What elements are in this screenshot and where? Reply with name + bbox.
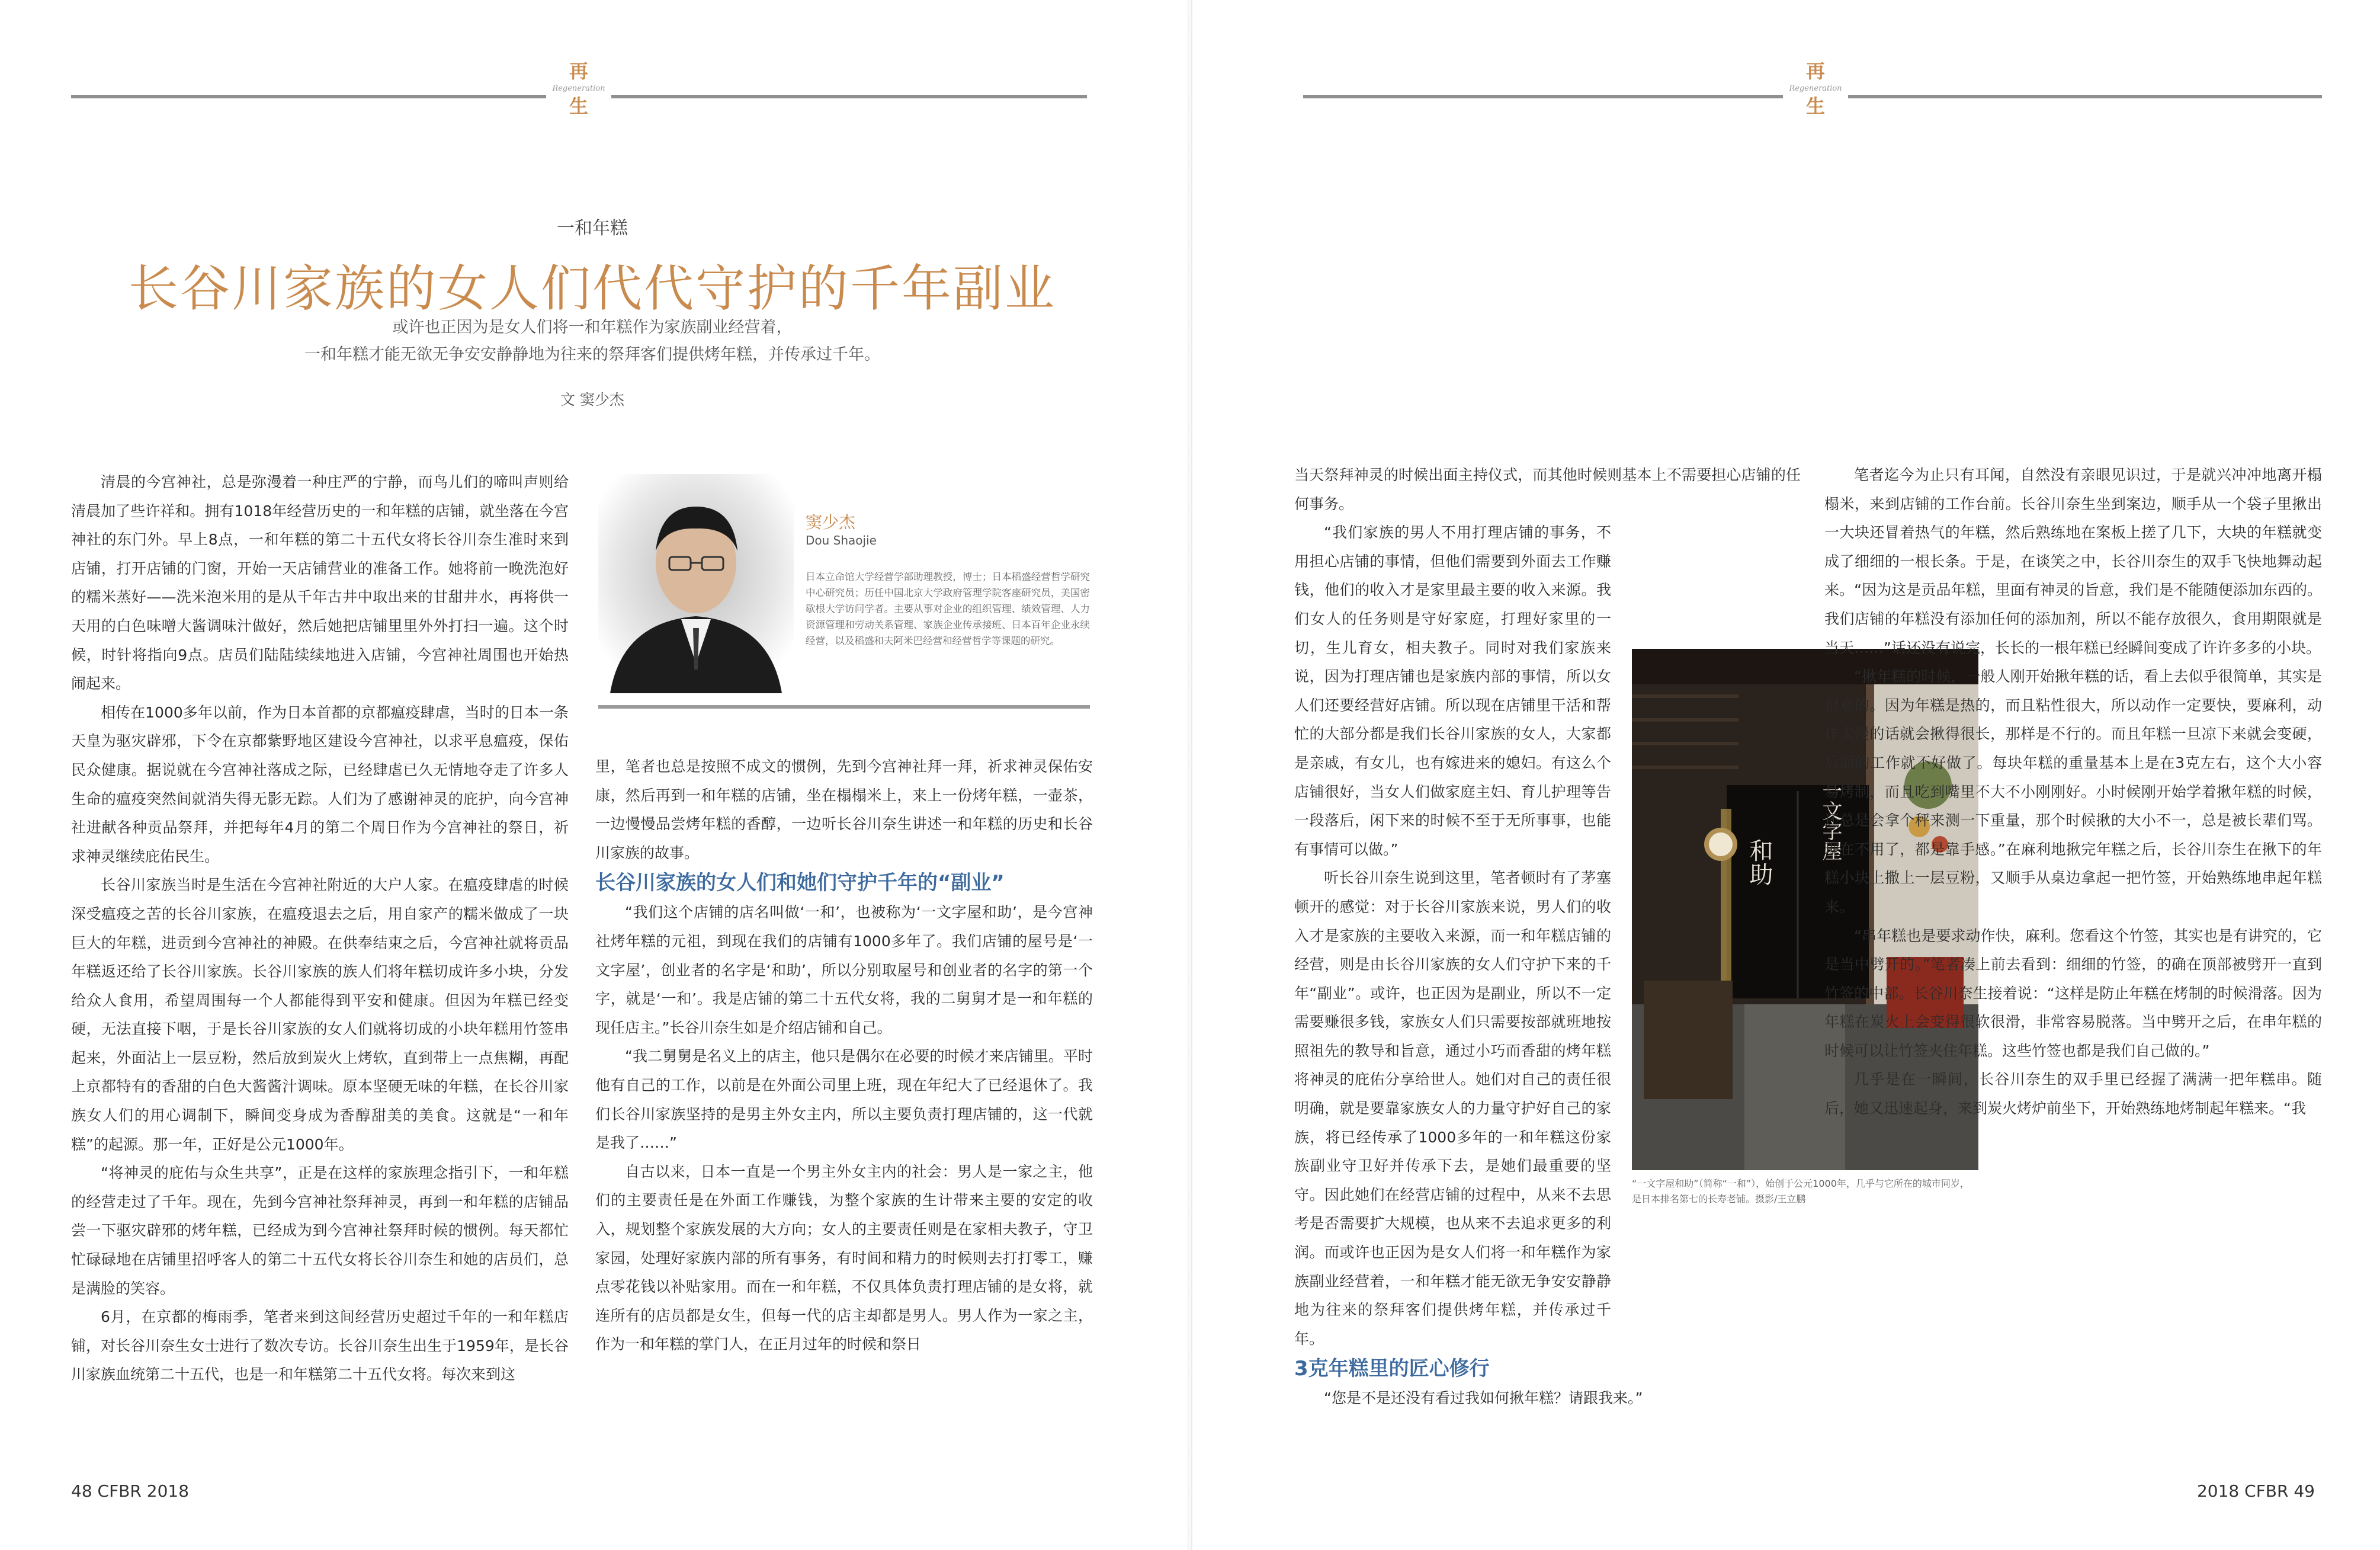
section-heading: 长谷川家族的女人们和她们守护千年的“副业”: [595, 871, 1005, 895]
paragraph: 里，笔者也总是按照不成文的惯例，先到今宫神社拜一拜，祈求神灵保佑安康，然后再到一和年糕的店铺，坐在榻榻米上，来上一份烤年糕，一壶茶，一边慢慢品尝烤年糕的香醇，一边听长谷川奈生讲述一和年糕的历史和长谷川家族的故事。: [595, 758, 1093, 862]
left-column-2: [595, 752, 1093, 1359]
paragraph: 自古以来，日本一直是一个男主外女主内的社会：男人是一家之主，他们的主要责任是在外面工作赚钱，为整个家族的生计带来主要的安定的收入，规划整个家族发展的大方向；女人的主要责任则是在家相夫教子，守卫家园，处理好家族内部的所有事务，有时间和精力的时候则去打打零工，赚点零花钱以补贴家用。而在一和年糕，不仅具体负责打理店铺的是女将，就连所有的店员都是女生，但每一代的店主却都是男人。男人作为一家之主，作为一和年糕的掌门人，在正月过年的时候和祭日: [595, 1162, 1093, 1353]
paragraph: 听长谷川奈生说到这里，笔者顿时有了茅塞顿开的感觉：对于长谷川家族来说，男人们的收入才是家族的主要收入来源，而一和年糕店铺的经营，则是由长谷川家族的女人们守护下来的千年“副业”。或许，也正因为是副业，所以不一定需要赚很多钱，家族女人们只需要按部就班地按照祖先的教导和旨意，通过小巧而香甜的烤年糕将神灵的庇佑分享给世人。她们对自己的责任很明确，就是要靠家族女人的力量守护好自己的家族，将已经传承了1000多年的一和年糕这份家族副业守卫好并传承下去，是她们最重要的坚守。因此她们在经营店铺的过程中，从来不去思考是否需要扩大规模，也从来不去追求更多的利润。而或许也正因为是女人们将一和年糕作为家族副业经营着，一和年糕才能无欲无争安安静静地为往来的祭拜客们提供烤年糕，并传承过千年。: [1294, 869, 1611, 1347]
page-number-right: 2018 CFBR 49: [2196, 1481, 2315, 1501]
right-column-2: [1824, 461, 2322, 1123]
page-number-left: 48 CFBR 2018: [71, 1481, 190, 1501]
paragraph: 几乎是在一瞬间，长谷川奈生的双手里已经握了满满一把年糕串。随后，她又迅速起身，来到炭火烤炉前坐下，开始熟练地烤制起年糕来。“我: [1824, 1071, 2322, 1117]
author-box: [598, 474, 1090, 699]
paragraph: 6月，在京都的梅雨季，笔者来到这间经营历史超过千年的一和年糕店铺，对长谷川奈生女士进行了数次专访。长谷川奈生出生于1959年，是长谷川家族血统第二十五代，也是一和年糕第二十五代女将。每次来到这: [71, 1308, 569, 1384]
paragraph: 相传在1000多年以前，作为日本首都的京都瘟疫肆虐，当时的日本一条天皇为驱灾辟邪，下令在京都紫野地区建设今宫神社，以求平息瘟疫，保佑民众健康。据说就在今宫神社落成之际，已经肆虐已久无情地夺走了许多人生命的瘟疫突然间就消失得无影无踪。人们为了感谢神灵的庇护，向今宫神社进献各种贡品祭拜，并把每年4月的第二个周日作为今宫神社的祭日，祈求神灵继续庇佑民生。: [71, 703, 569, 865]
left-column-1: [71, 468, 569, 1389]
section-en: Regeneration: [552, 84, 605, 93]
section-zh-bottom: 生: [1805, 95, 1825, 117]
paragraph: “我们家族的男人不用打理店铺的事务，不用担心店铺的事情，但他们需要到外面去工作赚钱，他们的收入才是家里最主要的收入来源。我们女人的任务则是守好家庭，打理好家里的一切，生儿育女，相夫教子。同时对我们家族来说，因为打理店铺也是家族内部的事情，所以女人们还要经营好店铺。所以现在店铺里干活和帮忙的大部分都是我们长谷川家族的女人，大家都是亲戚，有女儿，也有嫁进来的媳妇。有这么个店铺很好，当女人们做家庭主妇、育儿护理等告一段落后，闲下来的时候不至于无所事事，也能有事情可以做。”: [1294, 524, 1611, 858]
author-name: 窦少杰: [806, 513, 856, 532]
photo-caption: “一文字屋和助”（简称“一和”），始创于公元1000年，几乎与它所在的城市同岁，是日本排名第七的长寿老铺。摄影/王立鹏: [1632, 1178, 1970, 1205]
curtain-label-right: 一文字屋: [1818, 780, 1842, 861]
paragraph: 长谷川家族当时是生活在今宫神社附近的大户人家。在瘟疫肆虐的时候深受瘟疫之苦的长谷川家族，在瘟疫退去之后，用自家产的糯米做成了一块巨大的年糕，进贡到今宫神社的神殿。在供奉结束之后，今宫神社就将贡品年糕返还给了长谷川家族。长谷川家族的族人们将年糕切成许多小块，分发给众人食用，希望周围每一个人都能得到平安和健康。但因为年糕已经变硬，无法直接下咽，于是长谷川家族的女人们就将切成的小块年糕用竹签串起来，外面沾上一层豆粉，然后放到炭火上烤软，直到带上一点焦糊，再配上京都特有的香甜的白色大酱酱汁调味。原本坚硬无味的年糕，在长谷川家族女人们的用心调制下，瞬间变身成为香醇甜美的美食。这就是“一和年糕”的起源。那一年，正好是公元1000年。: [71, 876, 569, 1153]
article-title: 长谷川家族的女人们代代守护的千年副业: [128, 260, 1056, 318]
section-zh-top: 再: [1805, 60, 1825, 82]
paragraph: 笔者迄今为止只有耳闻，自然没有亲眼见识过，于是就兴冲冲地离开榻榻米，来到店铺的工作台前。长谷川奈生坐到案边，顺手从一个袋子里揪出一大块还冒着热气的年糕，然后熟练地在案板上搓了几下，大块的年糕就变成了细细的一根长条。于是，在谈笑之中，长谷川奈生的双手飞快地舞动起来。“因为这是贡品年糕，里面有神灵的旨意，我们是不能随便添加东西的。我们店铺的年糕没有添加任何的添加剂，所以不能存放很久，食用期限就是当天……”话还没有说完，长长的一根年糕已经瞬间变成了许许多多的小块。: [1824, 466, 2322, 656]
author-bio: 日本立命馆大学经营学部助理教授，博士；日本稻盛经营哲学研究中心研究员；历任中国北京大学政府管理学院客座研究员，美国密歇根大学访问学者。主要从事对企业的组织管理、绩效管理、人力资源管理和劳动关系管理、家族企业传承接班、日本百年企业永续经营，以及稻盛和夫阿米巴经营和经营哲学等课题的研究。: [806, 571, 1090, 646]
article-subtitle: 或许也正因为是女人们将一和年糕作为家族副业经营着， 一和年糕才能无欲无争安安静静地为往来的祭拜客们提供烤年糕，并传承过千年。: [304, 318, 880, 364]
section-header-right: [1783, 62, 1848, 116]
curtain-label-left: 和助: [1746, 838, 1773, 886]
paragraph: “您是不是还没有看过我如何揪年糕？请跟我来。”: [1324, 1389, 1643, 1407]
paragraph: “串年糕也是要求动作快，麻利。您看这个竹签，其实也是有讲究的，它是当中劈开的。”笔者凑上前去看到：细细的竹签，的确在顶部被劈开一直到竹签的中部。长谷川奈生接着说：“这样是防止年糕在烤制的时候滑落。因为年糕在炭火上会变得很软很滑，非常容易脱落。当中劈开之后，在串年糕的时候可以让竹签夹住年糕。这些竹签也都是我们自己做的。”: [1824, 927, 2322, 1059]
paragraph: 当天祭拜神灵的时候出面主持仪式，而其他时候则基本上不需要担心店铺的任何事务。: [1294, 466, 1801, 513]
article-kicker: 一和年糕: [557, 218, 628, 239]
paragraph: “揪年糕的时候，一般人刚开始揪年糕的话，看上去似乎很简单，其实是很难的。因为年糕是热的，而且粘性很大，所以动作一定要快，要麻利，动作太慢的话就会揪得很长，那样是不行的。而且年糕一旦凉下来就会变硬，后面的工作就不好做了。每块年糕的重量基本上是在3克左右，这个大小容易烤制，而且吃到嘴里不大不小刚刚好。小时候刚开始学着揪年糕的时候，还总是会拿个秤来测一下重量，那个时候揪的大小不一，总是被长辈们骂。现在不用了，都是靠手感。”在麻利地揪完年糕之后，长谷川奈生在揪下的年糕小块上撒上一层豆粉，又顺手从桌边拿起一把竹签，开始熟练地串起年糕来。: [1824, 668, 2322, 915]
paragraph: 清晨的今宫神社，总是弥漫着一种庄严的宁静，而鸟儿们的啼叫声则给清晨加了些许祥和。拥有1018年经营历史的一和年糕的店铺，就坐落在今宫神社的东门外。早上8点，一和年糕的第二十五代女将长谷川奈生准时来到店铺，打开店铺的门窗，开始一天店铺营业的准备工作。她将前一晚洗泡好的糯米蒸好——洗米泡米用的是从千年古井中取出来的甘甜井水，再将供一天用的白色味噌大酱调味汁做好，然后她把店铺里里外外打扫一遍。这个时候，时针将指向9点。店员们陆陆续续地进入店铺，今宫神社周围也开始热闹起来。: [71, 473, 569, 693]
article-byline: 文 窦少杰: [560, 391, 624, 408]
page-spine: [1188, 0, 1192, 1550]
author-box-rule: [598, 705, 1090, 709]
section-zh-bottom: 生: [569, 95, 588, 117]
section-en: Regeneration: [1789, 84, 1842, 93]
author-portrait: [598, 474, 794, 693]
section-heading: 3克年糕里的匠心修行: [1294, 1357, 1490, 1381]
paragraph: “我二舅舅是名义上的店主，他只是偶尔在必要的时候才来店铺里。平时他有自己的工作，以前是在外面公司里上班，现在年纪大了已经退休了。我们长谷川家族坚持的是男主外女主内，所以主要负责打理店铺的，这一代就是我了……”: [595, 1048, 1093, 1152]
section-header-left: [546, 62, 611, 116]
section-zh-top: 再: [569, 60, 588, 82]
author-name-en: Dou Shaojie: [806, 533, 877, 547]
paragraph: “将神灵的庇佑与众生共享”，正是在这样的家族理念指引下，一和年糕的经营走过了千年。现在，先到今宫神社祭拜神灵，再到一和年糕的店铺品尝一下驱灾辟邪的烤年糕，已经成为到今宫神社祭拜时候的惯例。每天都忙忙碌碌地在店铺里招呼客人的第二十五代女将长谷川奈生和她的店员们，总是满脸的笑容。: [71, 1164, 569, 1297]
paragraph: “我们这个店铺的店名叫做‘一和’，也被称为‘一文字屋和助’，是今宫神社烤年糕的元祖，到现在我们的店铺有1000多年了。我们店铺的屋号是‘一文字屋’，创业者的名字是‘和助’，所以分别取屋号和创业者的名字的第一个字，就是‘一和’。我是店铺的第二十五代女将，我的二舅舅才是一和年糕的现任店主。”长谷川奈生如是介绍店铺和自己。: [595, 904, 1093, 1036]
